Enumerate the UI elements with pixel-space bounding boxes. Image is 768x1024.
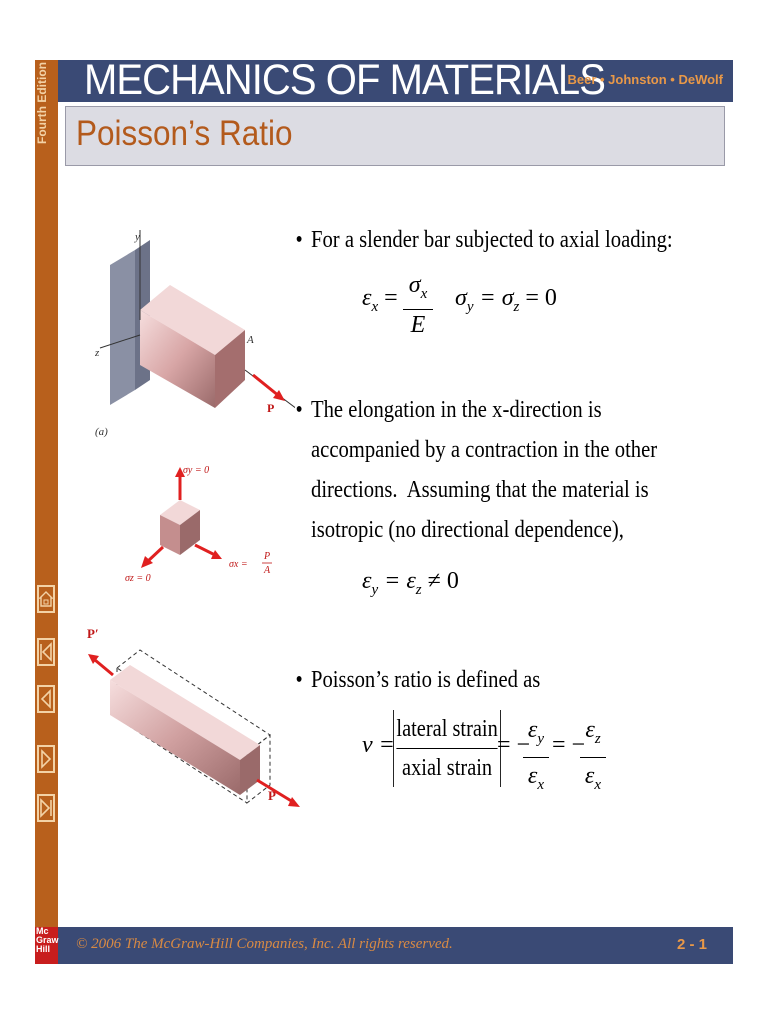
eq1-sub-y: y [466,298,474,315]
eq3-denominator: axial strain [402,755,493,781]
eq1-zero: = 0 [525,285,557,311]
eq3-numerator: lateral strain [396,710,497,749]
label-b-a: A [264,565,271,576]
logo-line: Mc [36,926,49,936]
eq3-nu-symbol: ν = [362,732,395,758]
bullet-line: accompanied by a contraction in the other [311,437,658,463]
equation-lateral-strain [362,568,459,599]
label-a-point: A [247,334,254,346]
label-p-prime: P′ [87,626,99,641]
eq3-abs-ratio [393,710,501,787]
figure-b-stress-cube [125,455,295,605]
next-slide-button[interactable] [37,745,55,773]
label-c-p: P [268,788,276,803]
eq3-minus-sign: = − [497,732,531,758]
label-z: z [95,347,100,359]
eq3-eps-z: ε [585,717,595,743]
bullet-contraction [295,390,658,550]
logo-line: Hill [36,944,51,954]
header-bar [58,56,733,104]
bullet-line: The elongation in the x-direction is [311,397,602,423]
eq3-eps-x: ε [527,762,538,789]
equation-strain-x [362,285,398,316]
eq1-epsilon: ε [362,285,372,311]
eq3-minus-sign: = − [552,732,586,758]
wall-shape [110,250,135,405]
eq1-sub-z: z [513,298,520,315]
figure-a-bar-wall [95,220,295,440]
next-icon [39,747,53,771]
eq2-sub-y: y [371,581,379,598]
eq1-sigma-y: σ [455,285,467,311]
eq1-sigma: σ [408,272,421,298]
slide [35,56,733,964]
eq1-eq-sigma: = σ [479,285,514,311]
bullet-line: isotropic (no directional dependence), [311,517,624,543]
bullet-dot: • [295,227,303,253]
previous-icon [39,687,53,711]
last-icon [39,796,53,820]
eq2-not-zero: ≠ 0 [427,568,459,594]
label-p: P [267,401,275,415]
footer-bar [58,927,733,964]
eq3-nu [362,732,395,759]
eq1-fraction [403,270,433,340]
eq2-epsilon-y: ε [362,568,372,594]
eq1-num-sub: x [420,285,428,302]
figure-c-deformed-bar [85,620,305,810]
eq3-sub-x2: x [594,776,602,793]
title-bar [65,106,725,166]
bullet-line: directions. Assuming that the material is [311,477,649,503]
load-arrow-p-prime [95,660,113,675]
eq1-denominator: E [410,311,426,338]
eq3-fraction-y [523,712,549,803]
label-sigma-x: σx = [229,559,248,570]
eq2-eq-epsilon: = ε [384,568,416,594]
sidebar [35,60,58,964]
sigma-z-arrow [147,547,163,562]
previous-slide-button[interactable] [37,685,55,713]
label-sigma-z: σz = 0 [125,573,151,584]
course-title: MECHANICS OF MATERIALS [84,56,605,104]
first-slide-button[interactable] [37,638,55,666]
eq1-sub-x: x [371,298,379,315]
eq3-sub-y: y [537,730,545,747]
figure-caption: (a) [95,426,108,438]
eq2-sub-z: z [415,581,422,598]
bullet-line: Poisson’s ratio is defined as [311,667,541,693]
bullet-axial-loading [295,220,673,260]
bullet-line: For a slender bar subjected to axial loading: [311,227,673,253]
eq3-eps-y: ε [527,717,538,743]
load-arrow-p [253,375,279,396]
bullet-dot: • [295,397,303,423]
last-slide-button[interactable] [37,794,55,822]
first-icon [39,640,53,664]
bullet-dot: • [295,667,303,693]
publisher-logo [35,927,58,964]
eq3-eps-x2: ε [584,762,595,789]
edition-label: Fourth Edition [35,62,49,144]
page-number: 2 - 1 [676,936,707,953]
eq3-sub-x: x [537,776,545,793]
copyright-text: © 2006 The McGraw-Hill Companies, Inc. All rights reserved. [76,936,453,952]
sigma-x-arrow [195,545,215,555]
logo-line: Graw [36,935,59,945]
home-button[interactable] [37,585,55,613]
authors: Beer • Johnston • DeWolf [567,72,723,87]
label-sigma-y: σy = 0 [183,465,210,476]
home-icon [39,587,53,611]
slide-title: Poisson’s Ratio [76,114,293,153]
eq3-fraction-z [580,712,606,803]
equation-stress-zero [455,285,557,316]
label-b-p: P [264,551,271,562]
bullet-poisson-definition [295,660,541,700]
eq1-equals: = [384,285,398,311]
label-y: y [135,231,140,243]
eq3-sub-z: z [594,730,601,747]
